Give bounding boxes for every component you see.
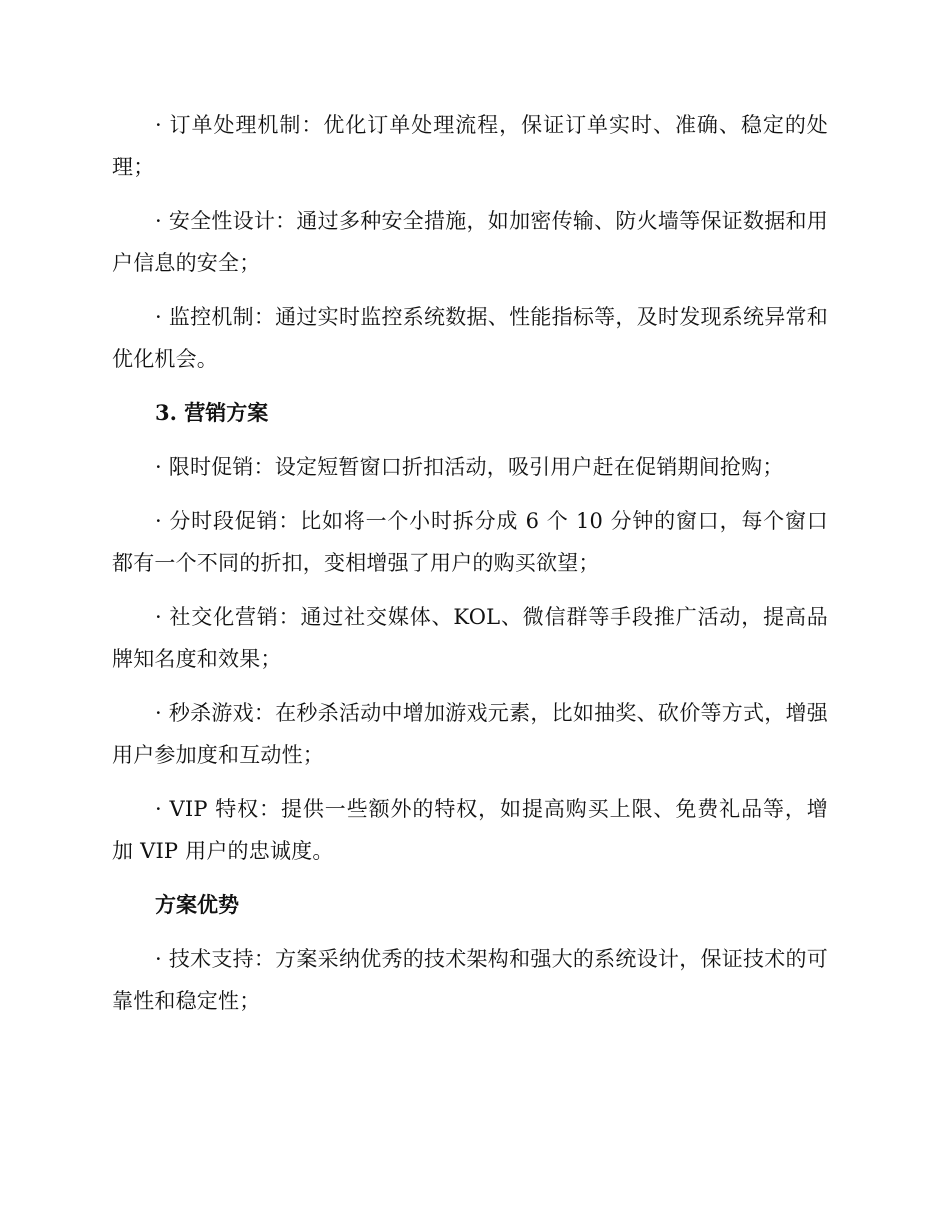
bullet-paragraph-security-design: · 安全性设计：通过多种安全措施，如加密传输、防火墙等保证数据和用户信息的安全；	[112, 209, 828, 275]
bullet-paragraph-social-marketing: · 社交化营销：通过社交媒体、KOL、微信群等手段推广活动，提高品牌知名度和效果；	[112, 605, 828, 671]
section-heading-marketing: 3. 营销方案	[155, 400, 269, 425]
bullet-paragraph-flash-promotion: · 限时促销：设定短暂窗口折扣活动，吸引用户赶在促销期间抢购；	[155, 455, 784, 479]
bullet-paragraph-monitoring: · 监控机制：通过实时监控系统数据、性能指标等，及时发现系统异常和优化机会。	[112, 305, 828, 371]
document-body	[112, 104, 828, 1034]
bullet-paragraph-time-slot-promotion: · 分时段促销：比如将一个小时拆分成 6 个 10 分钟的窗口，每个窗口都有一个不同的折扣，变相增强了用户的购买欲望；	[112, 509, 828, 575]
bullet-paragraph-vip-privilege: · VIP 特权：提供一些额外的特权，如提高购买上限、免费礼品等，增加 VIP 用户的忠诚度。	[112, 797, 828, 863]
bullet-paragraph-order-processing: · 订单处理机制：优化订单处理流程，保证订单实时、准确、稳定的处理；	[112, 113, 828, 179]
bullet-paragraph-seckill-game: · 秒杀游戏：在秒杀活动中增加游戏元素，比如抽奖、砍价等方式，增强用户参加度和互动性；	[112, 701, 828, 767]
section-heading-advantages: 方案优势	[155, 892, 239, 917]
bullet-paragraph-technical-support: · 技术支持：方案采纳优秀的技术架构和强大的系统设计，保证技术的可靠性和稳定性；	[112, 947, 828, 1013]
